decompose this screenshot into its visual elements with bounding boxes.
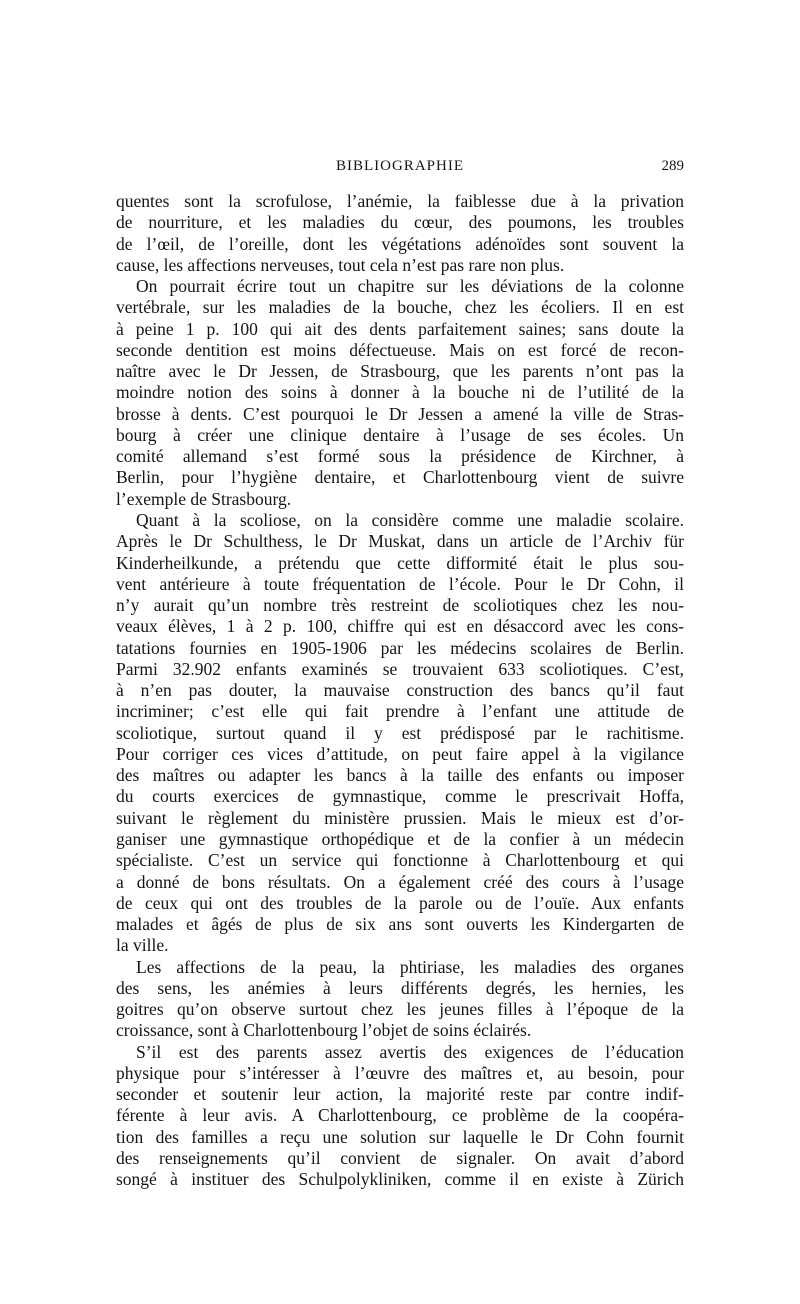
text-line: de l’œil, de l’oreille, dont les végétations adénoïdes sont souvent la xyxy=(116,233,684,254)
text-line: de ceux qui ont des troubles de la parole ou de l’ouïe. Aux enfants xyxy=(116,892,684,913)
text-line: des maîtres ou adapter les bancs à la taille des enfants ou imposer xyxy=(116,765,684,786)
text-line: malades et âgés de plus de six ans sont ouverts les Kindergarten de xyxy=(116,914,684,935)
text-line: croissance, sont à Charlottenbourg l’objet de soins éclairés. xyxy=(116,1020,532,1041)
text-line: férente à leur avis. A Charlottenbourg, ce problème de la coopéra- xyxy=(116,1105,684,1126)
text-line: à n’en pas douter, la mauvaise construction des bancs qu’il faut xyxy=(116,680,684,701)
text-line: a donné de bons résultats. On a également créé des cours à l’usage xyxy=(116,871,684,892)
text-line: de nourriture, et les maladies du cœur, des poumons, les troubles xyxy=(116,212,684,233)
text-line: n’y aurait qu’un nombre très restreint de scoliotiques chez les nou- xyxy=(116,595,684,616)
page-header xyxy=(116,158,684,182)
text-line: la ville. xyxy=(116,935,169,956)
text-line: seconder et soutenir leur action, la majorité reste par contre indif- xyxy=(116,1084,684,1105)
text-line: Kinderheilkunde, a prétendu que cette difformité était le plus sou- xyxy=(116,552,684,573)
text-line: scoliotique, surtout quand il y est prédisposé par le rachitisme. xyxy=(116,722,684,743)
text-line: incriminer; c’est elle qui fait prendre à l’enfant une attitude de xyxy=(116,701,684,722)
text-line: veaux élèves, 1 à 2 p. 100, chiffre qui est en désaccord avec les cons- xyxy=(116,616,684,637)
text-line: goitres qu’on observe surtout chez les jeunes filles à l’époque de la xyxy=(116,999,684,1020)
text-line: du courts exercices de gymnastique, comme le prescrivait Hoffa, xyxy=(116,786,684,807)
text-line: brosse à dents. C’est pourquoi le Dr Jessen a amené la ville de Stras- xyxy=(116,403,684,424)
text-line: seconde dentition est moins défectueuse. Mais on est forcé de recon- xyxy=(116,339,684,360)
running-title: BIBLIOGRAPHIE xyxy=(336,158,464,174)
text-line: songé à instituer des Schulpolykliniken, comme il en existe à Zürich xyxy=(116,1169,684,1190)
text-line: spécialiste. C’est un service qui fonctionne à Charlottenbourg et qui xyxy=(116,850,684,871)
text-line: moindre notion des soins à donner à la bouche ni de l’utilité de la xyxy=(116,382,684,403)
text-line: à peine 1 p. 100 qui ait des dents parfaitement saines; sans doute la xyxy=(116,318,684,339)
text-line: comité allemand s’est formé sous la présidence de Kirchner, à xyxy=(116,446,684,467)
text-line: des sens, les anémies à leurs différents degrés, les hernies, les xyxy=(116,977,684,998)
text-line: vent antérieure à toute fréquentation de l’école. Pour le Dr Cohn, il xyxy=(116,573,684,594)
text-line: suivant le règlement du ministère prussien. Mais le mieux est d’or- xyxy=(116,807,684,828)
text-line: tion des familles a reçu une solution sur laquelle le Dr Cohn fournit xyxy=(116,1126,684,1147)
text-line: Pour corriger ces vices d’attitude, on peut faire appel à la vigilance xyxy=(116,743,684,764)
page-number: 289 xyxy=(661,158,684,174)
text-line: quentes sont la scrofulose, l’anémie, la faiblesse due à la privation xyxy=(116,191,684,211)
text-line: l’exemple de Strasbourg. xyxy=(116,488,292,509)
text-line: naître avec le Dr Jessen, de Strasbourg, que les parents n’ont pas la xyxy=(116,361,684,382)
body-text xyxy=(116,191,684,1190)
text-line: S’il est des parents assez avertis des exigences de l’éducation xyxy=(136,1041,684,1062)
text-line: vertébrale, sur les maladies de la bouche, chez les écoliers. Il en est xyxy=(116,297,684,318)
text-line: des renseignements qu’il convient de signaler. On avait d’abord xyxy=(116,1147,684,1168)
text-line: ganiser une gymnastique orthopédique et de la confier à un médecin xyxy=(116,828,684,849)
text-line: Après le Dr Schulthess, le Dr Muskat, dans un article de l’Archiv für xyxy=(116,531,684,552)
text-line: tatations fournies en 1905-1906 par les médecins scolaires de Berlin. xyxy=(116,637,684,658)
text-line: bourg à créer une clinique dentaire à l’usage de ses écoles. Un xyxy=(116,424,684,445)
text-line: Les affections de la peau, la phtiriase, les maladies des organes xyxy=(136,956,684,977)
text-line: On pourrait écrire tout un chapitre sur les déviations de la colonne xyxy=(136,276,684,297)
text-line: physique pour s’intéresser à l’œuvre des maîtres et, au besoin, pour xyxy=(116,1062,684,1083)
text-line: Parmi 32.902 enfants examinés se trouvaient 633 scoliotiques. C’est, xyxy=(116,658,684,679)
text-line: Quant à la scoliose, on la considère comme une maladie scolaire. xyxy=(136,509,684,530)
text-line: Berlin, pour l’hygiène dentaire, et Charlottenbourg vient de suivre xyxy=(116,467,684,488)
text-line: cause, les affections nerveuses, tout cela n’est pas rare non plus. xyxy=(116,254,565,275)
